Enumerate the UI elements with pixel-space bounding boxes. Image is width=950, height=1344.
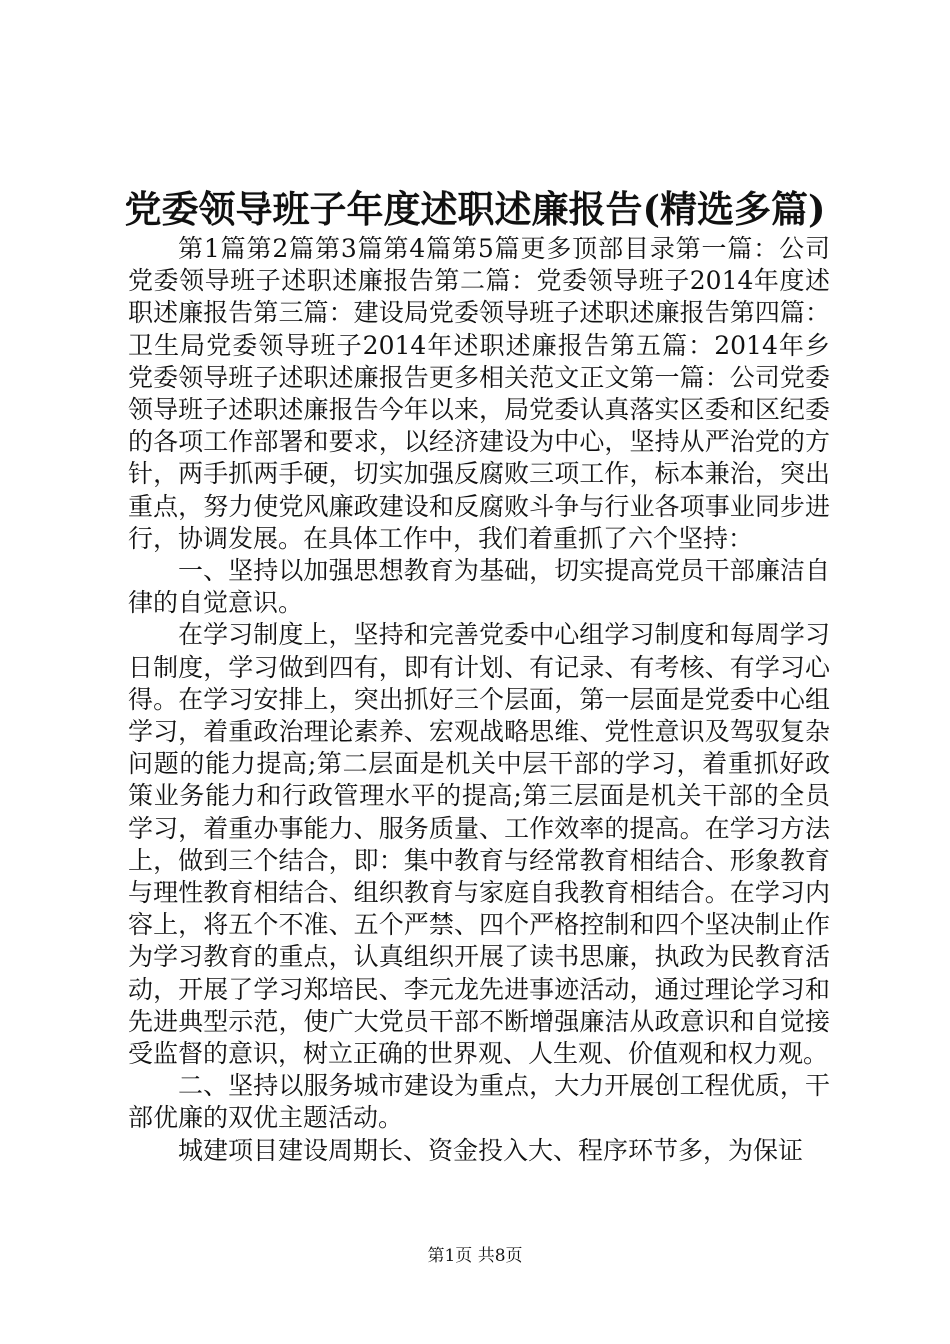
page-footer: 第1页 共8页 — [427, 1246, 523, 1266]
document-title: 党委领导班子年度述职述廉报告(精选多篇) — [124, 187, 826, 231]
paragraph-intro: 第1篇第2篇第3篇第4篇第5篇更多顶部目录第一篇：公司党委领导班子述职述廉报告第二篇：党委领导班子2014年度述职述廉报告第三篇：建设局党委领导班子述职述廉报告第四篇：卫生局党委领导班子2014年述职述廉报告第五篇：2014年乡党委领导班子述职述廉报告更多相关范文正文第一篇：公司党委领导班子述职述廉报告今年以来，局党委认真落实区委和区纪委的各项工作部署和要求，以经济建设为中心，坚持从严治党的方针，两手抓两手硬，切实加强反腐败三项工作，标本兼治，突出重点，努力使党风廉政建设和反腐败斗争与行业各项事业同步进行，协调发展。在具体工作中，我们着重抓了六个坚持： — [128, 234, 830, 553]
paragraph-study-system: 在学习制度上，坚持和完善党委中心组学习制度和每周学习日制度，学习做到四有，即有计划、有记录、有考核、有学习心得。在学习安排上，突出抓好三个层面，第一层面是党委中心组学习，着重政治理论素养、宏观战略思维、党性意识及驾驭复杂问题的能力提高;第二层面是机关中层干部的学习，着重抓好政策业务能力和行政管理水平的提高;第三层面是机关干部的全员学习，着重办事能力、服务质量、工作效率的提高。在学习方法上，做到三个结合，即：集中教育与经常教育相结合、形象教育与理性教育相结合、组织教育与家庭自我教育相结合。在学习内容上，将五个不准、五个严禁、四个严格控制和四个坚决制止作为学习教育的重点，认真组织开展了读书思廉，执政为民教育活动，开展了学习郑培民、李元龙先进事迹活动，通过理论学习和先进典型示范，使广大党员干部不断增强廉洁从政意识和自觉接受监督的意识，树立正确的世界观、人生观、价值观和权力观。 — [128, 620, 830, 1069]
paragraph-heading-1: 一、坚持以加强思想教育为基础，切实提高党员干部廉洁自律的自觉意识。 — [128, 556, 830, 618]
document-body — [128, 233, 830, 1167]
paragraph-construction: 城建项目建设周期长、资金投入大、程序环节多，为保证 — [178, 1135, 804, 1165]
paragraph-heading-2: 二、坚持以服务城市建设为重点，大力开展创工程优质，干部优廉的双优主题活动。 — [128, 1071, 830, 1133]
